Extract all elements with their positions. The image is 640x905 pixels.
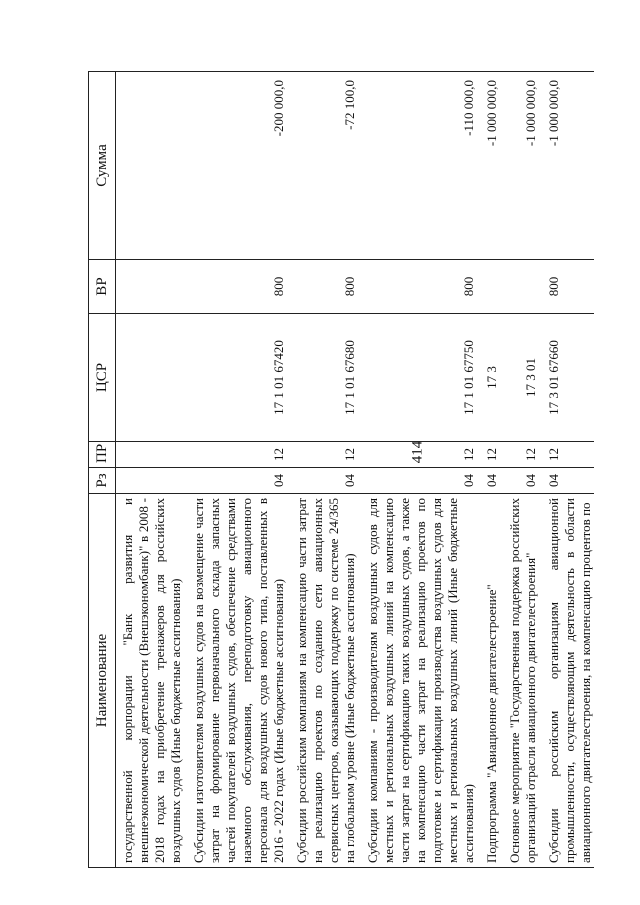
row-name: Основное мероприятие "Государственная поддержка российских организаций отрасли авиационного двигателестроения" (503, 494, 542, 868)
row-name: Субсидии российским организациям авиационной промышленности, осуществляющим деятельность в области авиационного двигателестроения, на компенсацию процентов по (542, 494, 594, 868)
table-row (542, 72, 594, 868)
row-csr: 17 3 01 (503, 314, 542, 442)
row-sum (116, 72, 188, 260)
row-csr (116, 314, 188, 442)
row-vr: 800 (542, 260, 594, 314)
row-name: Субсидии российским компаниям на компенсацию части затрат на реализацию проектов по созданию сети авиационных сервисных центров, оказывающих поддержку по системе 24/365 на глобальном уровне (Иные бюджетные ассигнования) (290, 494, 361, 868)
row-sum: -200 000,0 (187, 72, 290, 260)
row-pr: 12 (542, 442, 594, 468)
row-name: Подпрограмма "Авиационное двигателестроение" (480, 494, 503, 868)
table-row (480, 72, 503, 868)
rotated-page-content (88, 72, 593, 868)
row-csr: 17 3 01 67660 (542, 314, 594, 442)
row-pr: 12 (361, 442, 480, 468)
table-header (89, 72, 116, 868)
budget-table (88, 71, 594, 868)
row-csr: 17 3 (480, 314, 503, 442)
row-vr (503, 260, 542, 314)
row-sum: -110 000,0 (361, 72, 480, 260)
row-rz: 04 (542, 468, 594, 494)
row-rz: 04 (480, 468, 503, 494)
row-rz: 04 (290, 468, 361, 494)
row-sum: -1 000 000,0 (542, 72, 594, 260)
header-name: Наименование (89, 494, 116, 868)
row-csr: 17 1 01 67420 (187, 314, 290, 442)
row-pr: 12 (187, 442, 290, 468)
row-name: государственной корпорации "Банк развития и внешнеэкономической деятельности (Внешэкономбанк)" в 2008 - 2018 годах на приобретение тренажеров для российских воздушных судов (Иные бюджетные ассигнования) (116, 494, 188, 868)
row-pr (116, 442, 188, 468)
header-csr: ЦСР (89, 314, 116, 442)
table-row (116, 72, 188, 868)
row-vr: 800 (187, 260, 290, 314)
page-number: 414 (409, 440, 426, 464)
row-vr (480, 260, 503, 314)
row-name: Субсидии изготовителям воздушных судов на возмещение части затрат на формирование первоначального склада запасных частей покупателей воздушных судов, обеспечение средствами наземного обслуживания, переподготовку авиационного персонала для воздушных судов нового типа, поставленных в 2016 - 2022 годах (Иные бюджетные ассигнования) (187, 494, 290, 868)
row-csr: 17 1 01 67680 (290, 314, 361, 442)
row-rz (116, 468, 188, 494)
row-rz: 04 (187, 468, 290, 494)
table-row (361, 72, 480, 868)
row-vr (116, 260, 188, 314)
row-csr: 17 1 01 67750 (361, 314, 480, 442)
row-pr: 12 (503, 442, 542, 468)
row-vr: 800 (361, 260, 480, 314)
row-rz: 04 (361, 468, 480, 494)
row-rz: 04 (503, 468, 542, 494)
header-rz: Рз (89, 468, 116, 494)
row-pr: 12 (480, 442, 503, 468)
header-vr: ВР (89, 260, 116, 314)
row-vr: 800 (290, 260, 361, 314)
row-name: Субсидии компаниям - производителям воздушных судов для местных и региональных воздушных линий на компенсацию части затрат на сертификацию таких воздушных судов, а также на компенсацию части затрат на реализацию проектов по подготовке и сертификации производства воздушных судов для местных и региональных воздушных линий (Иные бюджетные ассигнования) (361, 494, 480, 868)
table-row (290, 72, 361, 868)
row-sum: -72 100,0 (290, 72, 361, 260)
row-sum: -1 000 000,0 (480, 72, 503, 260)
table-row (503, 72, 542, 868)
header-sum: Сумма (89, 72, 116, 260)
header-pr: ПР (89, 442, 116, 468)
table-row (187, 72, 290, 868)
row-sum: -1 000 000,0 (503, 72, 542, 260)
row-pr: 12 (290, 442, 361, 468)
